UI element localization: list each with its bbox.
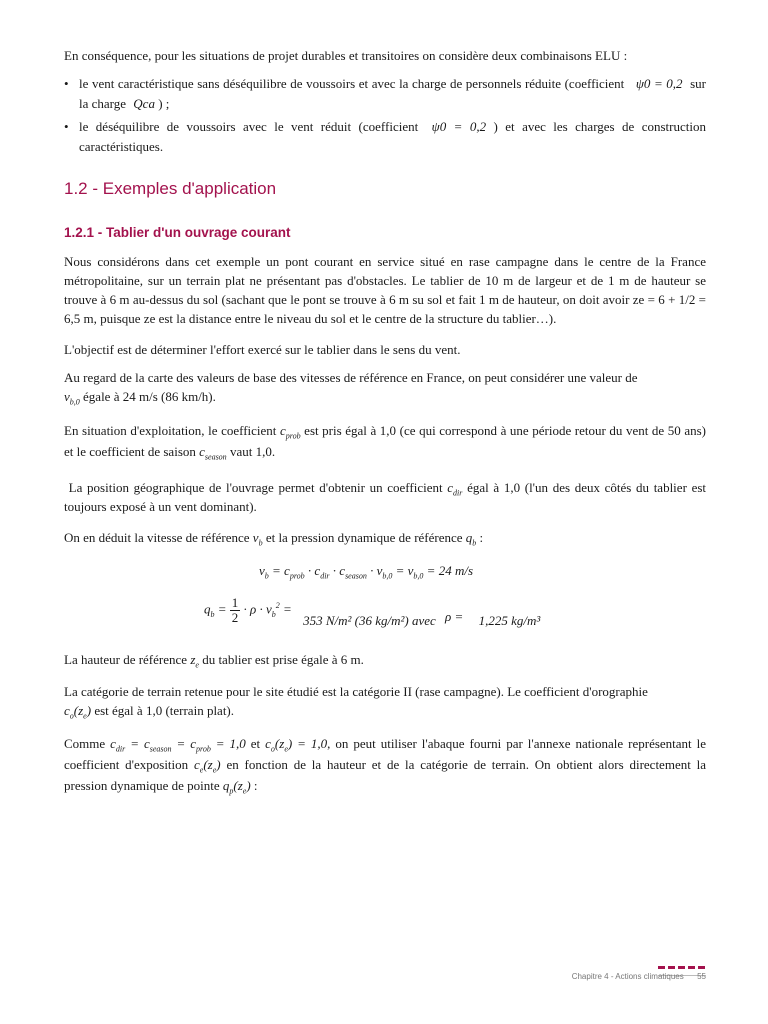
co-symbol: $c_o(z_e)$ xyxy=(64,703,92,721)
q-symbol: Qca xyxy=(133,96,155,111)
psi-formula: ψ0 = 0,2 xyxy=(635,76,683,91)
terrain-category-paragraph: La catégorie de terrain retenue pour le site étudié est la catégorie II (rase campagne). Le coefficient d'orographie $c_o(z_e)$ est égal à 1,0 (terrain plat). xyxy=(64,684,648,721)
exposure-coefficient-paragraph: Comme $c_{dir} = c_{season} = c_{prob} = 1,0$ et $c_o(z_e) = 1,0$, on peut utiliser l'abaque fourni par l'annexe nationale représentant le coefficient d'exposition $c_e(z_e)$ en fonction de la hauteur et de la catégorie de terrain. On obtient alors directement la pression dynamique de pointe $q_p(z_e)$ : xyxy=(64,736,707,796)
psi-formula: ψ0 = 0,2 xyxy=(431,119,487,134)
base-velocity-paragraph: Au regard de la carte des valeurs de base des vitesses de référence en France, on peut considérer une valeur de $v_{b,0}$ égale à 24 m/s (86 km/h). xyxy=(64,370,638,407)
coefficients-formula: $c_{dir} = c_{season} = c_{prob} = 1,0$ xyxy=(110,736,246,754)
cdir-symbol: $c_{dir}$ xyxy=(447,480,463,498)
section-heading: 1.2 - Exemples d'application xyxy=(64,179,277,198)
footer-decoration xyxy=(658,966,706,969)
intro-paragraph: En conséquence, pour les situations de projet durables et transitoires on considère deux combinaisons ELU : xyxy=(64,48,628,63)
page-number: 55 xyxy=(697,972,706,981)
chapter-title: Chapitre 4 - Actions climatiques xyxy=(571,972,684,981)
velocity-equation: $v_b = c_{prob} \cdot c_{dir} \cdot c_{season} \cdot v_{b,0} = v_{b,0} = 24$ m/s xyxy=(259,563,474,581)
ze-symbol: $z_e$ xyxy=(190,652,199,670)
subsection-heading: 1.2.1 - Tablier d'un ouvrage courant xyxy=(64,225,291,240)
reference-pressure-intro: On en déduit la vitesse de référence $v_b$ et la pression dynamique de référence $q_b$ : xyxy=(64,530,484,548)
objective-paragraph: L'objectif est de déterminer l'effort exercé sur le tablier dans le sens du vent. xyxy=(64,342,461,357)
bullet-icon: • xyxy=(64,119,69,134)
rho-symbol: ρ = xyxy=(445,609,464,625)
cprob-paragraph: En situation d'exploitation, le coefficient $c_{prob}$ est pris égal à 1,0 (ce qui correspond à une période retour du vent de 50 ans) et le coefficient de saison $c_{season}$ vaut 1,0. xyxy=(64,423,706,462)
reference-height-paragraph: La hauteur de référence $z_e$ du tablier est prise égale à 6 m. xyxy=(64,652,364,670)
pressure-equation: $q_b$ = $\frac{1}{2}$ · $\rho \cdot v_b^2 = 353$ N/m² (36 kg/m²) avec ρ = 1,225 kg/m³ xyxy=(204,595,541,629)
co-formula: $c_o(z_e) = 1,0$ xyxy=(265,736,328,754)
page-footer xyxy=(572,972,706,981)
fraction: $\frac{1}{2}$ xyxy=(231,595,239,625)
ce-symbol: $c_e(z_e)$ xyxy=(194,757,221,775)
example-description: Nous considérons dans cet exemple un pont courant en service situé en rase campagne dans le centre de la France métropolitaine, sur un terrain plat ne présentant pas d'obstacles. Le tablier de 10 m de largeur et de 1 m de hauteur se trouve à 6 m au-dessus du sol (sachant que le pont se trouve à 6 m su sol et fait 1 m de hauteur, on doit avoir ze = 6 + 1/2 = 6,5 m, puisque ze est la distance entre le niveau du sol et le centre de la structure du tablier…). xyxy=(64,254,706,326)
list-item: • le vent caractéristique sans déséquilibre de voussoirs et avec la charge de personnels réduite (coefficient ψ0 = 0,2 sur la charge Qca ) ; xyxy=(64,76,707,111)
elu-combination-list xyxy=(64,74,706,160)
bullet-icon: • xyxy=(64,76,69,91)
qb-symbol: $q_b$ xyxy=(465,530,477,548)
cdir-paragraph: La position géographique de l'ouvrage permet d'obtenir un coefficient $c_{dir}$ égal à 1,0 (l'un des deux côtés du tablier est toujours exposé à un vent dominant). xyxy=(64,480,707,514)
vb-symbol: $v_b$ xyxy=(252,530,263,548)
qp-symbol: $q_p(z_e)$ xyxy=(222,778,251,796)
cseason-symbol: $c_{season}$ xyxy=(199,444,227,462)
vb0-symbol: $v_{b,0}$ xyxy=(64,389,80,407)
list-item: • le déséquilibre de voussoirs avec le vent réduit (coefficient ψ0 = 0,2 ) et avec les charges de construction caractéristiques. xyxy=(64,119,706,154)
cprob-symbol: $c_{prob}$ xyxy=(279,423,301,441)
